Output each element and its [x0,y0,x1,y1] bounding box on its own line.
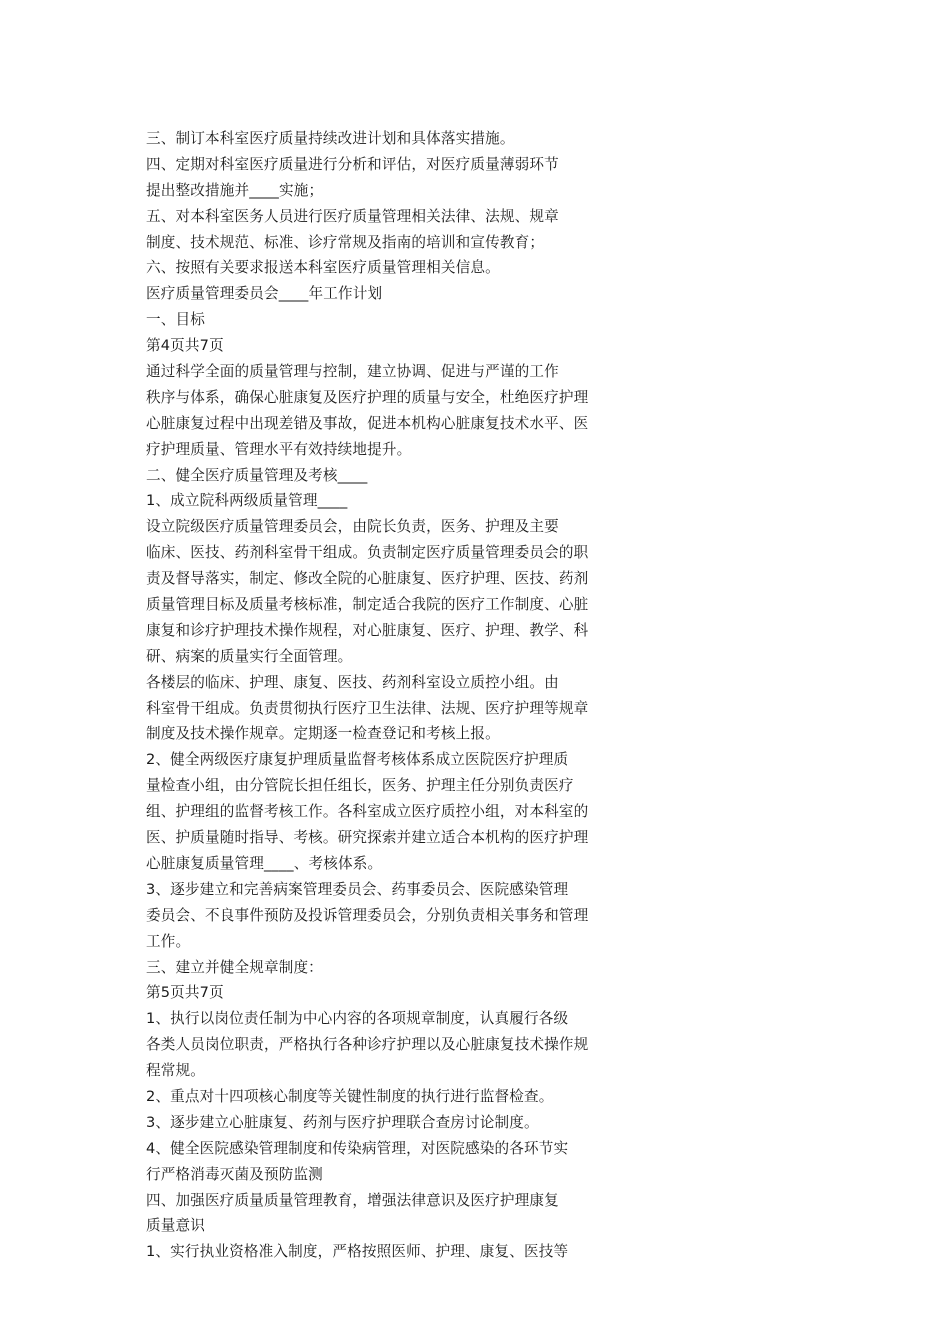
text-line: 三、建立并健全规章制度： [146,958,323,976]
text-line: 行严格消毒灭菌及预防监测 [146,1165,323,1183]
text-line: 二、健全医疗质量管理及考核____ [146,466,368,484]
text-line: 4、健全医院感染管理制度和传染病管理，对医院感染的各环节实 [146,1139,569,1157]
text-line: 3、逐步建立心脏康复、药剂与医疗护理联合查房讨论制度。 [146,1113,539,1131]
text-line: 科室骨干组成。负责贯彻执行医疗卫生法律、法规、医疗护理等规章 [146,699,589,717]
document-body [146,126,656,1265]
text-line: 五、对本科室医务人员进行医疗质量管理相关法律、法规、规章 [146,207,559,225]
text-line: 康复和诊疗护理技术操作规程，对心脏康复、医疗、护理、教学、科 [146,621,589,639]
text-line: 1、实行执业资格准入制度，严格按照医师、护理、康复、医技等 [146,1243,569,1261]
text-line: 心脏康复过程中出现差错及事故，促进本机构心脏康复技术水平、医 [146,414,589,432]
text-line: 心脏康复质量管理____、考核体系。 [146,854,383,872]
text-line: 各楼层的临床、护理、康复、医技、药剂科室设立质控小组。由 [146,673,559,691]
text-line: 临床、医技、药剂科室骨干组成。负责制定医疗质量管理委员会的职 [146,544,589,562]
text-line: 质量管理目标及质量考核标准，制定适合我院的医疗工作制度、心脏 [146,596,589,614]
text-line: 秩序与体系，确保心脏康复及医疗护理的质量与安全，杜绝医疗护理 [146,388,589,406]
text-line: 组、护理组的监督考核工作。各科室成立医疗质控小组，对本科室的 [146,803,589,821]
text-line: 第4页共7页 [146,337,224,355]
text-line: 工作。 [146,932,191,950]
text-line: 通过科学全面的质量管理与控制，建立协调、促进与严谨的工作 [146,363,559,381]
text-line: 2、重点对十四项核心制度等关键性制度的执行进行监督检查。 [146,1087,554,1105]
text-line: 医疗质量管理委员会____年工作计划 [146,285,383,303]
text-line: 疗护理质量、管理水平有效持续地提升。 [146,440,412,458]
text-line: 责及督导落实，制定、修改全院的心脏康复、医疗护理、医技、药剂 [146,570,589,588]
text-line: 程常规。 [146,1062,205,1080]
text-line: 第5页共7页 [146,984,224,1002]
text-line: 1、执行以岗位责任制为中心内容的各项规章制度，认真履行各级 [146,1010,569,1028]
text-line: 制度及技术操作规章。定期逐一检查登记和考核上报。 [146,725,500,743]
text-line: 一、目标 [146,311,205,329]
text-line: 提出整改措施并____实施； [146,181,324,199]
text-line: 研、病案的质量实行全面管理。 [146,647,353,665]
text-line: 各类人员岗位职责，严格执行各种诊疗护理以及心脏康复技术操作规 [146,1036,589,1054]
text-line: 四、加强医疗质量质量管理教育，增强法律意识及医疗护理康复 [146,1191,559,1209]
text-line: 3、逐步建立和完善病案管理委员会、药事委员会、医院感染管理 [146,880,569,898]
text-line: 2、健全两级医疗康复护理质量监督考核体系成立医院医疗护理质 [146,751,569,769]
text-line: 委员会、不良事件预防及投诉管理委员会，分别负责相关事务和管理 [146,906,589,924]
text-line: 四、定期对科室医疗质量进行分析和评估，对医疗质量薄弱环节 [146,155,559,173]
text-line: 质量意识 [146,1217,205,1235]
text-line: 六、按照有关要求报送本科室医疗质量管理相关信息。 [146,259,500,277]
text-line: 三、制订本科室医疗质量持续改进计划和具体落实措施。 [146,130,515,147]
text-line: 设立院级医疗质量管理委员会，由院长负责，医务、护理及主要 [146,518,559,536]
text-line: 量检查小组，由分管院长担任组长，医务、护理主任分别负责医疗 [146,777,574,795]
text-line: 制度、技术规范、标准、诊疗常规及指南的培训和宣传教育； [146,233,545,251]
text-line: 医、护质量随时指导、考核。研究探索并建立适合本机构的医疗护理 [146,829,589,847]
text-line: 1、成立院科两级质量管理____ [146,492,348,510]
